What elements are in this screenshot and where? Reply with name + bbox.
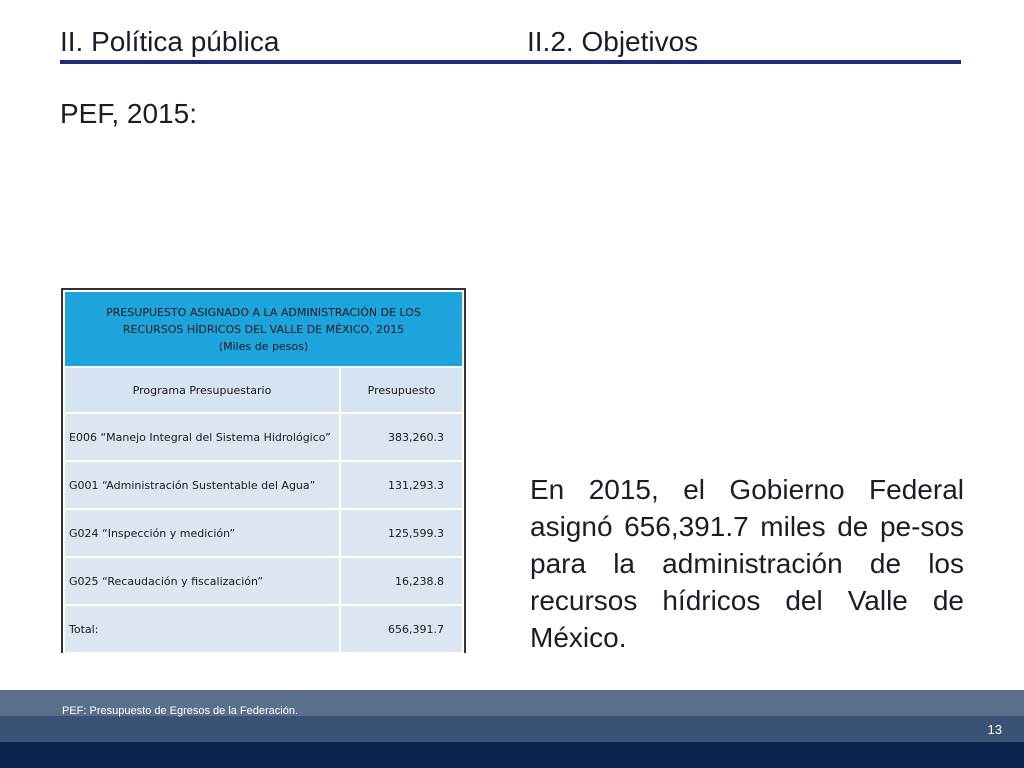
program-cell: G024 “Inspección y medición” [64,509,340,557]
table-row [64,509,463,557]
summary-paragraph: En 2015, el Gobierno Federal asignó 656,391.7 miles de pe-sos para la administración de los recursos hídricos del Valle de México. [530,474,964,653]
column-header-budget: Presupuesto [340,367,463,413]
budget-cell: 131,293.3 [340,461,463,509]
budget-cell: 16,238.8 [340,557,463,605]
table-title-line3: (Miles de pesos) [218,339,309,353]
table-title-line1: PRESUPUESTO ASIGNADO A LA ADMINISTRACIÓN DE LOS [106,305,421,319]
header-rule [60,60,961,64]
table-row [64,413,463,461]
footer-band-mid [0,716,1024,742]
footer-band-dark [0,742,1024,768]
budget-table [61,288,466,653]
budget-cell: 125,599.3 [340,509,463,557]
subsection-title: II.2. Objetivos [527,26,699,57]
footnote: PEF: Presupuesto de Egresos de la Federación. [62,705,299,717]
slide-subtitle: PEF, 2015: [60,98,197,129]
total-label-cell: Total: [64,605,340,653]
table-total-row [64,605,463,653]
table-title-line2: RECURSOS HÍDRICOS DEL VALLE DE MÉXICO, 2015 [122,322,405,336]
program-cell: G025 “Recaudación y fiscalización” [64,557,340,605]
total-value-cell: 656,391.7 [340,605,463,653]
table-row [64,557,463,605]
page-number: 13 [987,722,1002,737]
program-cell: G001 “Administración Sustentable del Agua” [64,461,340,509]
program-cell: E006 “Manejo Integral del Sistema Hidrológico” [64,413,340,461]
section-title: II. Política pública [60,26,280,57]
column-header-program: Programa Presupuestario [64,367,340,413]
budget-cell: 383,260.3 [340,413,463,461]
table-row [64,461,463,509]
table-title [64,291,463,367]
